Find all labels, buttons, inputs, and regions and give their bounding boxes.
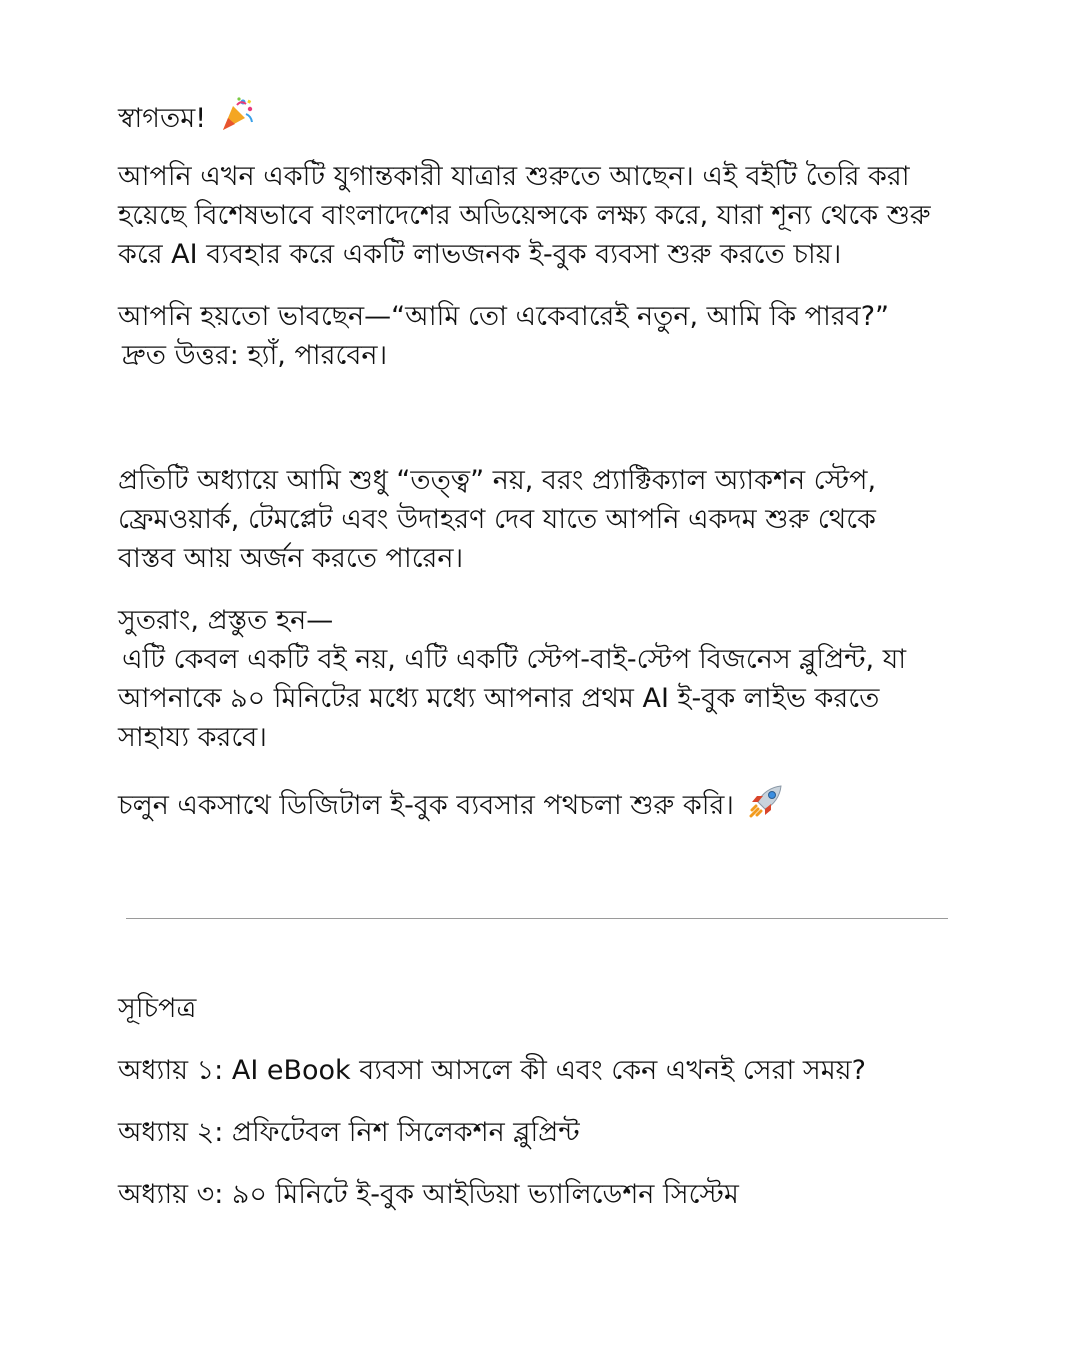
toc-item-2: অধ্যায় ২: প্রফিটেবল নিশ সিলেকশন ব্লুপ্রিন্ট [118, 1117, 580, 1148]
question-line-1: আপনি হয়তো ভাবছেন—“আমি তো একেবারেই নতুন, আমি কি পারব?” [118, 301, 890, 332]
ready-line-4: সাহায্য করবে। [118, 722, 267, 753]
intro-line-1: আপনি এখন একটি যুগান্তকারী যাত্রার শুরুতে আছেন। এই বইটি তৈরি করা [118, 161, 910, 192]
intro-line-2: হয়েছে বিশেষভাবে বাংলাদেশের অডিয়েন্সকে লক্ষ্য করে, যারা শূন্য থেকে শুরু [118, 200, 931, 231]
welcome-heading [118, 96, 255, 143]
ready-line-1: সুতরাং, প্রস্তুত হন— [118, 605, 334, 636]
document-page [118, 0, 958, 1350]
party-popper-icon [219, 96, 255, 143]
toc-title: সূচিপত্র [118, 993, 197, 1024]
welcome-title: স্বাগতম! [118, 103, 207, 134]
section-divider [126, 918, 948, 919]
chapters-line-3: বাস্তব আয় অর্জন করতে পারেন। [118, 543, 464, 574]
rocket-icon [747, 782, 785, 831]
chapters-line-2: ফ্রেমওয়ার্ক, টেমপ্লেট এবং উদাহরণ দেব যাতে আপনি একদম শুরু থেকে [118, 504, 876, 535]
question-line-2: দ্রুত উত্তর: হ্যাঁ, পারবেন। [122, 340, 388, 371]
closing-text: চলুন একসাথে ডিজিটাল ই-বুক ব্যবসার পথচলা শুরু করি। [118, 790, 734, 821]
ready-line-2: এটি কেবল একটি বই নয়, এটি একটি স্টেপ-বাই-স্টেপ বিজনেস ব্লুপ্রিন্ট, যা [122, 644, 907, 675]
chapters-line-1: প্রতিটি অধ্যায়ে আমি শুধু “তত্ত্ব” নয়, বরং প্র্যাক্টিক্যাল অ্যাকশন স্টেপ, [118, 465, 877, 496]
ready-line-3: আপনাকে ৯০ মিনিটের মধ্যে মধ্যে আপনার প্রথম AI ই-বুক লাইভ করতে [118, 683, 880, 714]
closing-line [118, 782, 785, 831]
toc-item-3: অধ্যায় ৩: ৯০ মিনিটে ই-বুক আইডিয়া ভ্যালিডেশন সিস্টেম [118, 1179, 739, 1210]
toc-item-1: অধ্যায় ১: AI eBook ব্যবসা আসলে কী এবং কেন এখনই সেরা সময়? [118, 1055, 866, 1086]
intro-line-3: করে AI ব্যবহার করে একটি লাভজনক ই-বুক ব্যবসা শুরু করতে চায়। [118, 239, 842, 270]
